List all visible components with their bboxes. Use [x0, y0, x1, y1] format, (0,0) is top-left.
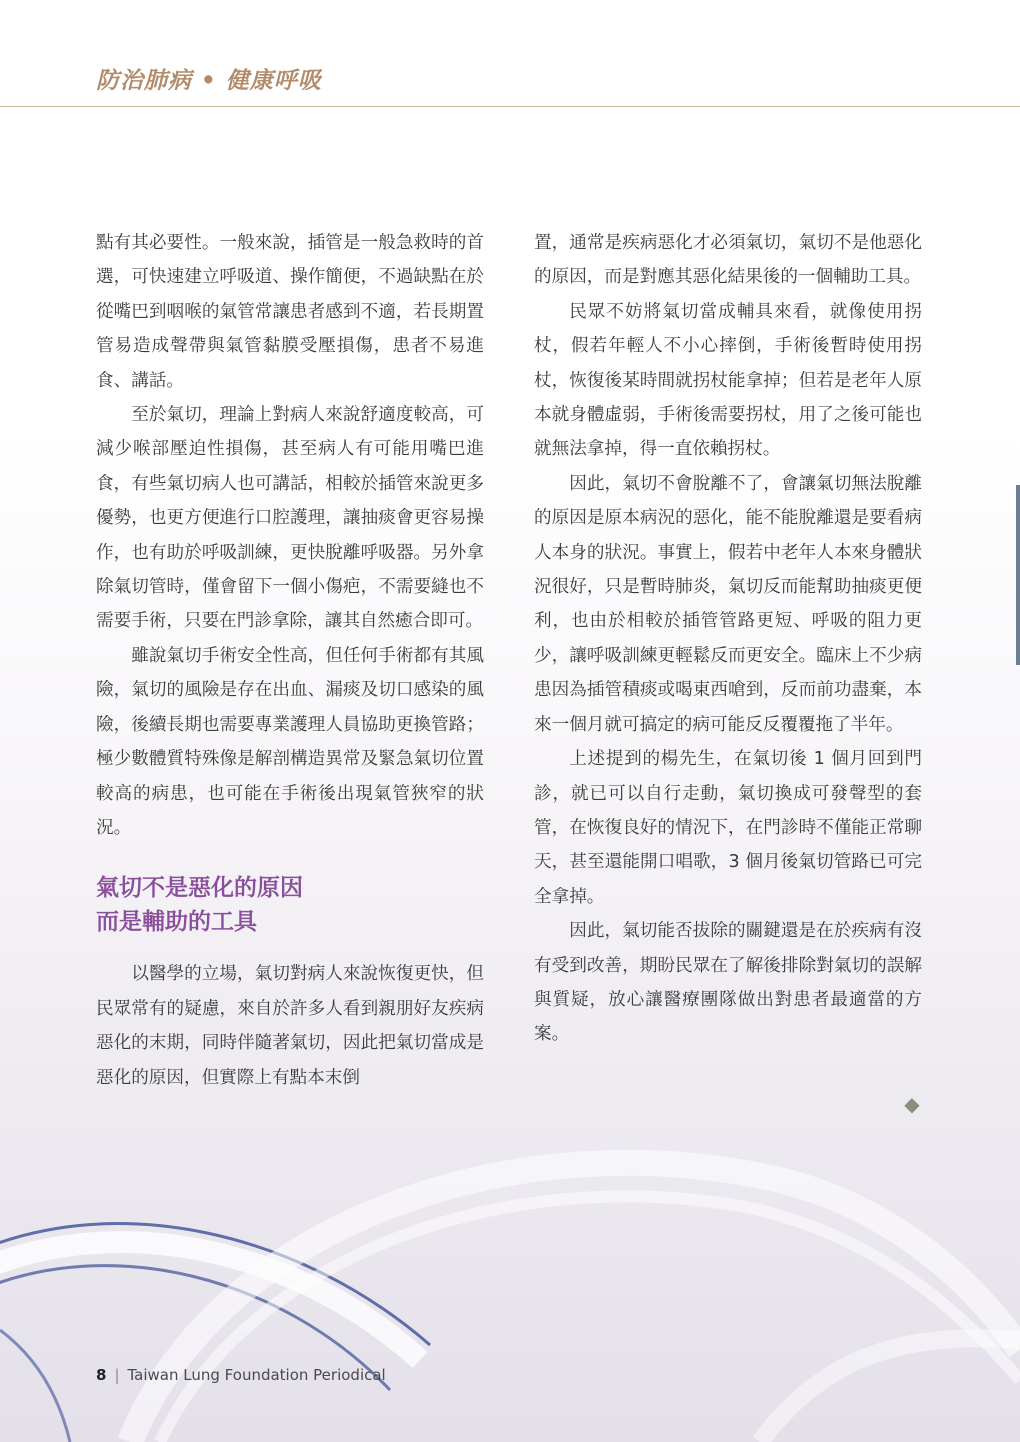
- page-footer: [96, 1364, 386, 1386]
- section-heading: [96, 871, 484, 939]
- footer-separator: |: [114, 1366, 120, 1384]
- page-header: [0, 0, 1020, 107]
- side-tab-marker: [1016, 485, 1020, 665]
- paragraph: 雖說氣切手術安全性高，但任何手術都有其風險，氣切的風險是存在出血、漏痰及切口感染的風險，後續長期也需要專業護理人員協助更換管路；極少數體質特殊像是解剖構造異常及緊急氣切位置較高的病患，也可能在手術後出現氣管狹窄的狀況。: [96, 645, 484, 838]
- paragraph: 置，通常是疾病惡化才必須氣切，氣切不是他惡化的原因，而是對應其惡化結果後的一個輔助工具。: [534, 233, 922, 288]
- right-column: [534, 226, 922, 1052]
- paragraph: 因此，氣切能否拔除的關鍵還是在於疾病有沒有受到改善，期盼民眾在了解後排除對氣切的誤解與質疑，放心讓醫療團隊做出對患者最適當的方案。: [534, 921, 922, 1045]
- publication-name: Taiwan Lung Foundation Periodical: [127, 1366, 386, 1384]
- header-title: 防治肺病 • 健康呼吸: [96, 67, 322, 94]
- paragraph: 因此，氣切不會脫離不了，會讓氣切無法脫離的原因是原本病況的惡化，能不能脫離還是要看病人本身的狀況。事實上，假若中老年人本來身體狀況很好，只是暫時肺炎，氣切反而能幫助抽痰更便利，也由於相較於插管管路更短、呼吸的阻力更少，讓呼吸訓練更輕鬆反而更安全。臨床上不少病患因為插管積痰或喝東西嗆到，反而前功盡棄，本來一個月就可搞定的病可能反反覆覆拖了半年。: [534, 473, 922, 735]
- page-number: 8: [96, 1366, 107, 1384]
- paragraph: 上述提到的楊先生，在氣切後 1 個月回到門診，就已可以自行走動，氣切換成可發聲型的套管，在恢復良好的情況下，在門診時不僅能正常聊天，甚至還能開口唱歌，3 個月後氣切管路已可完全拿掉。: [534, 749, 922, 907]
- end-diamond-icon: ◆: [904, 1092, 920, 1116]
- tube-illustration: [0, 1100, 1020, 1442]
- paragraph: 以醫學的立場，氣切對病人來說恢復更快，但民眾常有的疑慮，來自於許多人看到親朋好友疾病惡化的末期，同時伴隨著氣切，因此把氣切當成是惡化的原因，但實際上有點本末倒: [96, 964, 484, 1088]
- section-heading-line: 而是輔助的工具: [96, 909, 257, 936]
- left-column: [96, 226, 484, 1095]
- section-heading-line: 氣切不是惡化的原因: [96, 875, 303, 902]
- paragraph: 民眾不妨將氣切當成輔具來看，就像使用拐杖，假若年輕人不小心摔倒，手術後暫時使用拐杖，恢復後某時間就拐杖能拿掉；但若是老年人原本就身體虛弱，手術後需要拐杖，用了之後可能也就無法拿掉，得一直依賴拐杖。: [534, 301, 922, 460]
- paragraph: 點有其必要性。一般來說，插管是一般急救時的首選，可快速建立呼吸道、操作簡便，不過缺點在於從嘴巴到咽喉的氣管常讓患者感到不適，若長期置管易造成聲帶與氣管黏膜受壓損傷，患者不易進食、講話。: [96, 233, 484, 391]
- paragraph: 至於氣切，理論上對病人來說舒適度較高，可減少喉部壓迫性損傷，甚至病人有可能用嘴巴進食，有些氣切病人也可講話，相較於插管來說更多優勢，也更方便進行口腔護理，讓抽痰會更容易操作，也有助於呼吸訓練，更快脫離呼吸器。另外拿除氣切管時，僅會留下一個小傷疤，不需要縫也不需要手術，只要在門診拿除，讓其自然癒合即可。: [96, 405, 484, 632]
